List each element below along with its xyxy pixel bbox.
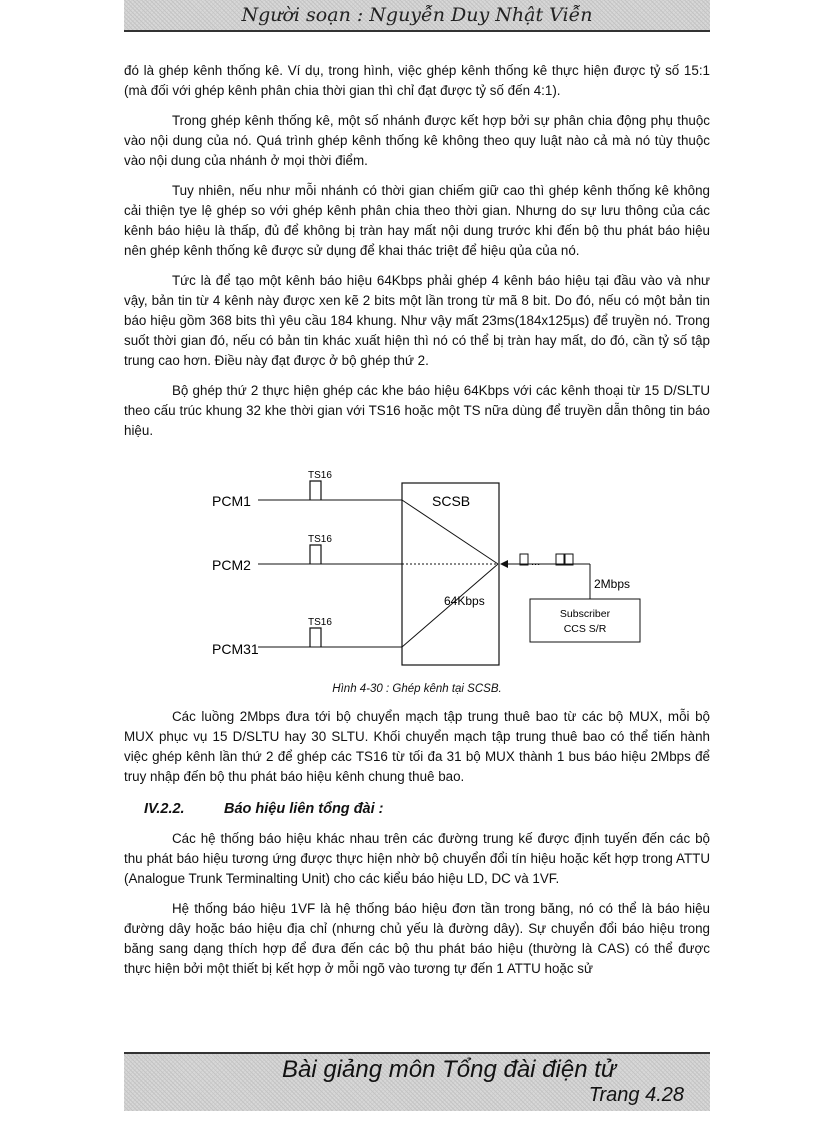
ts16-label-1: TS16 [308,470,332,481]
paragraph: Tuy nhiên, nếu như mỗi nhánh có thời gian chiếm giữ cao thì ghép kênh thống kê không cải thiện tye lệ ghép so với ghép kênh phân chia theo thời gian. Nhưng do sự lưu thông của các kênh báo hiệu là thấp, đủ để không bị tràn hay mất nội dung trước khi đến bộ thu phát báo hiệu nên ghép kênh thống kê được sử dụng để khai thác triệt để hiệu qủa của nó. [124,183,710,258]
page-number: Trang 4.28 [588,1084,684,1106]
scsb-diagram [124,451,710,683]
section-heading [144,801,710,817]
pcm2-label: PCM2 [212,557,251,573]
pcm1-label: PCM1 [212,493,251,509]
paragraph: Hệ thống báo hiệu 1VF là hệ thống báo hiệu đơn tần trong băng, nó có thể là báo hiệu đường dây hoặc báo hiệu địa chỉ (nhưng chủ yếu là đường dây). Sự chuyển đổi báo hiệu trong băng sang dạng thích hợp để đưa đến các bộ thu phát báo hiệu (thường là CAS) có thể được thực hiện bởi một thiết bị kết hợp ở mỗi ngõ vào tương tự đến 1 ATTU hoặc sử [124,901,710,976]
paragraph: đó là ghép kênh thống kê. Ví dụ, trong hình, việc ghép kênh thống kê thực hiện được tỷ số 15:1 (mà đối với ghép kênh phân chia thời gian thì chỉ đạt được tỷ số đến 4:1). [124,63,710,98]
paragraph: Bộ ghép thứ 2 thực hiện ghép các khe báo hiệu 64Kbps với các kênh thoại từ 15 D/SLTU theo cấu trúc khung 32 khe thời gian với TS16 hoặc một TS nữa dùng để truyền dẫn thông tin báo hiệu. [124,383,710,438]
paragraph: Trong ghép kênh thống kê, một số nhánh được kết hợp bởi sự phân chia động phụ thuộc vào nội dung của nó. Quá trình ghép kênh thống kê không theo quy luật nào cả mà nó tùy thuộc vào nội dung của nhánh ở mọi thời điểm. [124,113,710,168]
paragraph: Các luồng 2Mbps đưa tới bộ chuyển mạch tập trung thuê bao từ các bộ MUX, mỗi bộ MUX phục vụ 15 D/SLTU hay 30 SLTU. Khối chuyển mạch tập trung thuê bao có thể tiến hành việc ghép kênh lần thứ 2 để ghép các TS16 từ tối đa 31 bộ MUX thành 1 bus báo hiệu 2Mbps để truy nhập đến bộ thu phát báo hiệu kênh chung thuê bao. [124,709,710,784]
frame-slot-3 [565,554,573,565]
page-content [124,61,710,989]
ts16-label-31: TS16 [308,617,332,628]
ts16-pulse-31 [310,628,321,647]
rate-2mbps: 2Mbps [594,577,631,591]
subscriber-ccs-box [530,599,640,642]
author-line: Người soạn : Nguyễn Duy Nhật Viễn [241,4,593,26]
ts16-pulse-2 [310,545,321,564]
section-title: Báo hiệu liên tổng đài : [224,801,384,817]
internal-line-1 [402,500,498,564]
frame-slot-1 [520,554,528,565]
frame-dots: ... [531,556,541,568]
scsb-label: SCSB [432,493,471,509]
ts16-label-2: TS16 [308,534,332,545]
paragraph: Tức là để tạo một kênh báo hiệu 64Kbps phải ghép 4 kênh báo hiệu tại đầu vào và như vậy, bản tin từ 4 kênh này được xen kẽ 2 bits một lần trong từ mã 8 bit. Do đó, nếu có một bản tin báo hiệu gồm 368 bits thì yêu cầu 184 khung. Như vậy mất 23ms(184x125µs) để truyền nó. Trong suốt thời gian đó, nếu có bản tin khác xuất hiện thì nó có thể bị tràn hay mất, do đó, cần tỷ số tập trung cao hơn. Điều này đạt được ở bộ ghép thứ 2. [124,273,710,368]
paragraph: Các hệ thống báo hiệu khác nhau trên các đường trung kế được định tuyến đến các bộ thu phát báo hiệu tương ứng được thực hiện nhờ bộ chuyển đổi tín hiệu hoặc kết hợp trong ATTU (Analogue Trunk Terminalting Unit) cho các kiểu báo hiệu LD, DC và 1VF. [124,831,710,886]
receiver-line-2: CCS S/R [563,623,607,635]
ts16-pulse-1 [310,481,321,500]
rate-64kbps: 64Kbps [444,594,485,608]
course-title: Bài giảng môn Tổng đài điện tử [282,1056,617,1083]
page-footer [124,1052,710,1111]
frame-slot-2 [556,554,564,565]
figure-caption: Hình 4-30 : Ghép kênh tại SCSB. [332,683,502,695]
section-number: IV.2.2. [144,801,185,817]
receiver-line-1: Subscriber [559,608,611,620]
pcm31-label: PCM31 [212,641,259,657]
scsb-multiplex-figure [124,451,710,683]
page-header [124,0,710,32]
